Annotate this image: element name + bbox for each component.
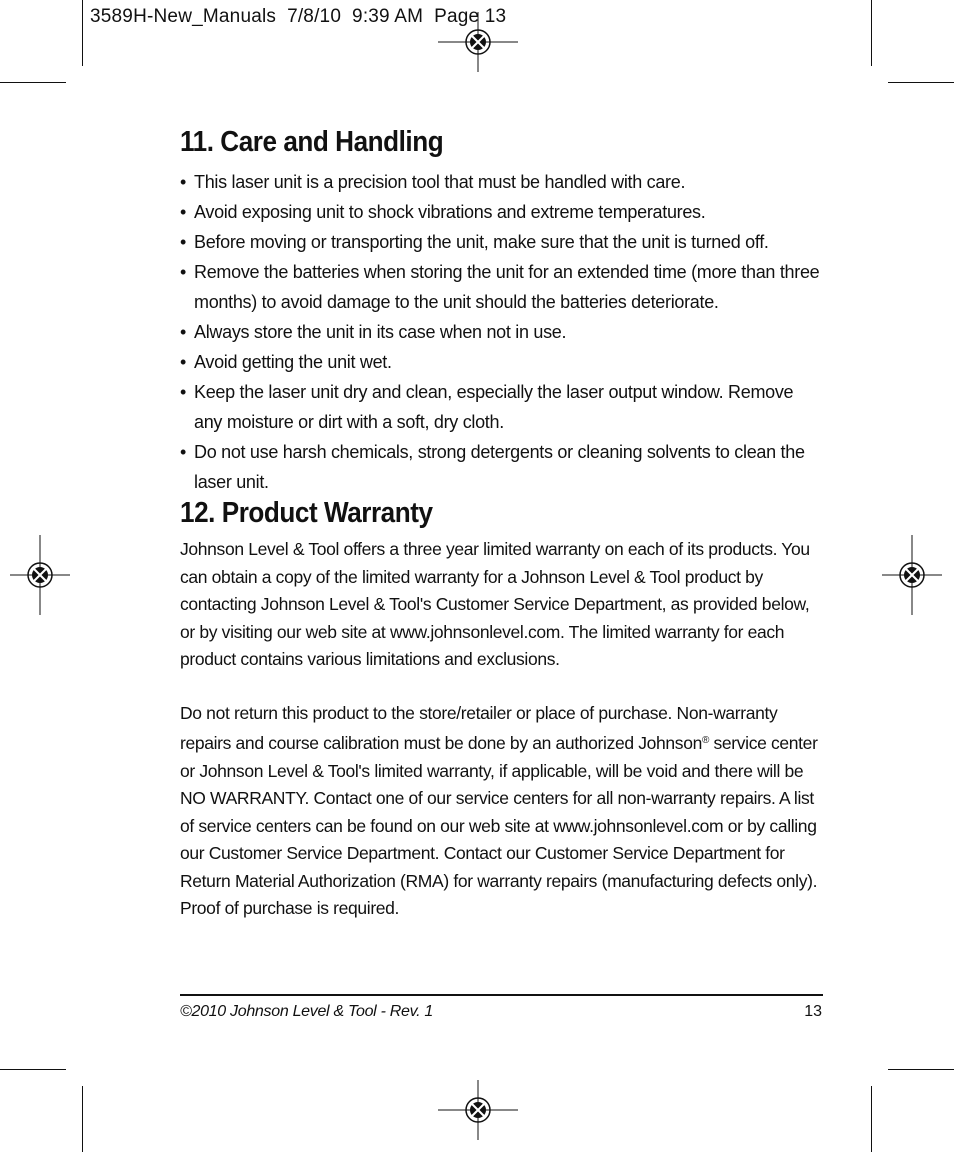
list-item-text: Before moving or transporting the unit, make sure that the unit is turned off.: [194, 232, 769, 252]
crop-mark: [82, 0, 83, 66]
section-title-product-warranty: 12. Product Warranty: [180, 497, 433, 529]
list-item: • This laser unit is a precision tool that must be handled with care.: [180, 172, 686, 192]
list-item: • Do not use harsh chemicals, strong detergents or cleaning solvents to clean the laser unit.: [180, 442, 805, 492]
list-item-text: Keep the laser unit dry and clean, especially the laser output window. Remove any moisture or dirt with a soft, dry cloth.: [194, 382, 794, 432]
list-item-text: Avoid getting the unit wet.: [194, 352, 392, 372]
print-slug: 3589H-New_Manuals 7/8/10 9:39 AM Page 13: [90, 6, 507, 27]
registration-mark-icon: [438, 2, 518, 82]
warranty-paragraph-1: Johnson Level & Tool offers a three year limited warranty on each of its products. You can obtain a copy of the limited warranty for a Johnson Level & Tool product by contacting Johnson Level & Tool's Customer Service Department, as provided below, or by visiting our web site at www.johnsonlevel.com. The limited warranty for each product contains various limitations and exclusions.: [180, 539, 810, 669]
list-item-text: Avoid exposing unit to shock vibrations and extreme temperatures.: [194, 202, 706, 222]
crop-mark: [888, 82, 954, 83]
list-item: • Avoid getting the unit wet.: [180, 352, 392, 372]
list-item-text: This laser unit is a precision tool that must be handled with care.: [194, 172, 686, 192]
registration-mark-icon: [872, 535, 952, 615]
crop-mark: [82, 1086, 83, 1152]
list-item-text: Remove the batteries when storing the unit for an extended time (more than three months) to avoid damage to the unit should the batteries deteriorate.: [194, 262, 820, 312]
crop-mark: [0, 1069, 66, 1070]
crop-mark: [888, 1069, 954, 1070]
page-content: [180, 126, 825, 923]
warranty-paragraph-2: [180, 700, 825, 923]
list-item: • Always store the unit in its case when not in use.: [180, 322, 567, 342]
registered-trademark: ®: [701, 735, 709, 746]
list-item: • Avoid exposing unit to shock vibrations and extreme temperatures.: [180, 202, 706, 222]
list-item-text: Always store the unit in its case when not in use.: [194, 322, 567, 342]
list-item: • Keep the laser unit dry and clean, especially the laser output window. Remove any moisture or dirt with a soft, dry cloth.: [180, 382, 794, 432]
registration-mark-icon: [0, 535, 80, 615]
footer-copyright: ©2010 Johnson Level & Tool - Rev. 1: [180, 1003, 434, 1020]
footer-rule: [180, 994, 823, 996]
warranty-paragraph-2-start: Do not return this product to the store/retailer or place of purchase. Non-warranty repairs and course calibration must be done by an authorized Johnson: [180, 702, 778, 753]
crop-mark: [871, 0, 872, 66]
page-number: 13: [804, 1003, 822, 1020]
list-item: • Remove the batteries when storing the unit for an extended time (more than three months) to avoid damage to the unit should the batteries deteriorate.: [180, 262, 820, 312]
list-item: • Before moving or transporting the unit, make sure that the unit is turned off.: [180, 232, 769, 252]
crop-mark: [0, 82, 66, 83]
list-item-text: Do not use harsh chemicals, strong detergents or cleaning solvents to clean the laser unit.: [194, 442, 805, 492]
section-title-care-and-handling: 11. Care and Handling: [180, 126, 444, 158]
registration-mark-icon: [438, 1070, 518, 1150]
care-bullet-list: [180, 167, 825, 497]
warranty-paragraph-2-end: service center or Johnson Level & Tool's limited warranty, if applicable, will be void and there will be NO WARRANTY. Contact one of our service centers for all non-warranty repairs. A list of service centers can be found on our web site at www.johnsonlevel.com or by calling our Customer Service Department. Contact our Customer Service Department for Return Material Authorization (RMA) for warranty repairs (manufacturing defects only). Proof of purchase is required.: [180, 733, 818, 918]
crop-mark: [871, 1086, 872, 1152]
